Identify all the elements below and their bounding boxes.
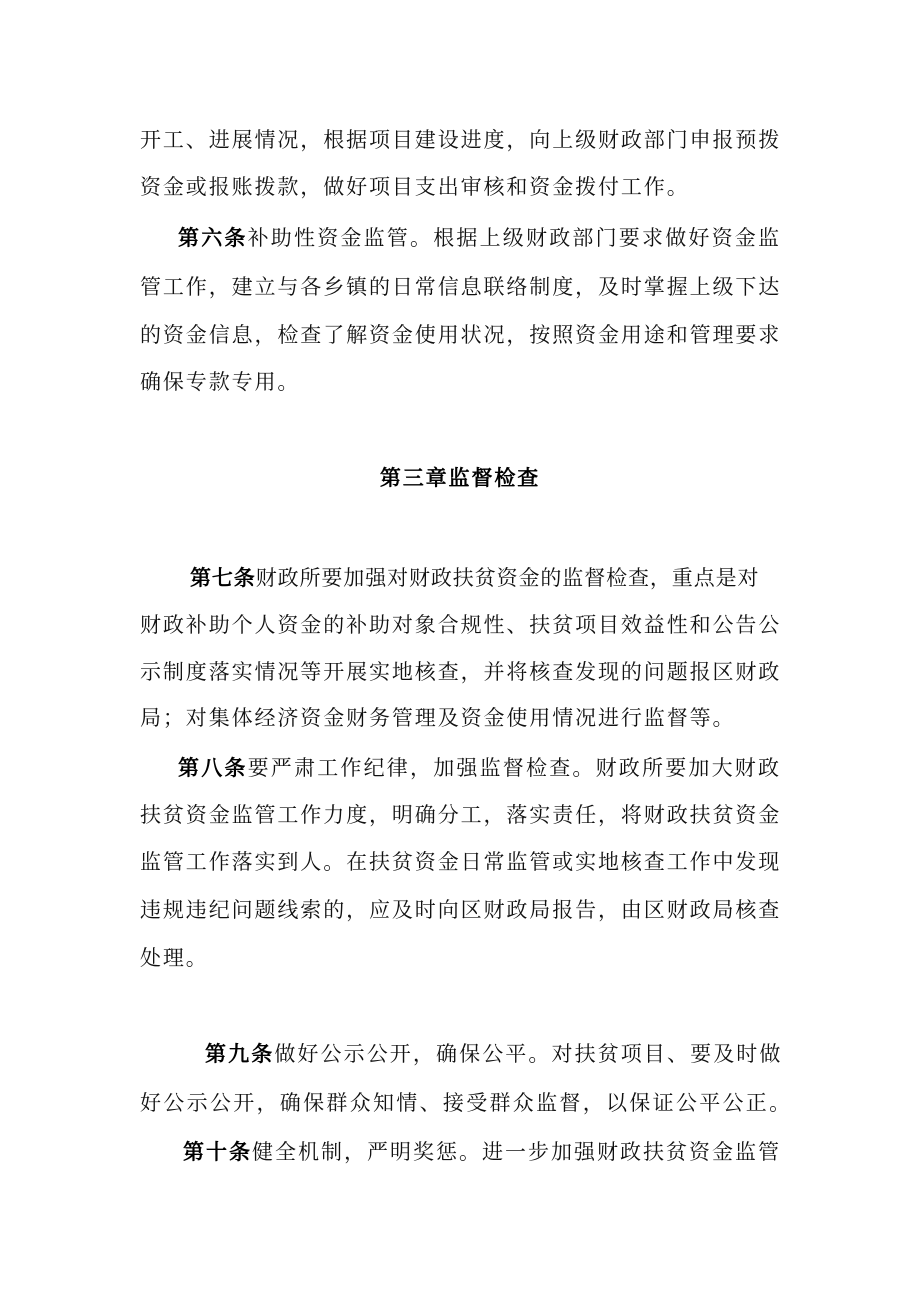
article-9-text: 做好公示公开，确保公平。对扶贫项目、要及时做 bbox=[274, 1042, 783, 1066]
paragraph-line: 监管工作落实到人。在扶贫资金日常监管或实地核查工作中发现 bbox=[140, 850, 782, 874]
article-7-first-line bbox=[190, 563, 759, 593]
paragraph-line: 示制度落实情况等开展实地核查，并将核查发现的问题报区财政 bbox=[140, 660, 782, 684]
article-6-first-line bbox=[178, 223, 781, 253]
paragraph-line: 局；对集体经济资金财务管理及资金使用情况进行监督等。 bbox=[140, 706, 736, 730]
paragraph-line: 确保专款专用。 bbox=[140, 370, 301, 394]
article-8-text: 要严肃工作纪律，加强监督检查。财政所要加大财政 bbox=[247, 756, 782, 780]
paragraph-line: 资金或报账拨款，做好项目支出审核和资金拨付工作。 bbox=[140, 175, 690, 199]
paragraph-line: 管工作，建立与各乡镇的日常信息联络制度，及时掌握上级下达 bbox=[140, 275, 782, 299]
chapter-heading: 第三章监督检查 bbox=[379, 466, 541, 490]
article-10-first-line bbox=[183, 1137, 781, 1167]
article-10-label: 第十条 bbox=[183, 1140, 252, 1164]
article-6-label: 第六条 bbox=[178, 226, 248, 250]
paragraph-line: 违规违纪问题线索的，应及时向区财政局报告，由区财政局核查 bbox=[140, 898, 782, 922]
article-9-label: 第九条 bbox=[205, 1042, 275, 1066]
article-9-first-line bbox=[205, 1039, 783, 1069]
article-7-text: 财政所要加强对财政扶贫资金的监督检查，重点是对 bbox=[255, 566, 760, 590]
paragraph-line: 开工、进展情况，根据项目建设进度，向上级财政部门申报预拨 bbox=[140, 128, 782, 152]
article-10-text: 健全机制，严明奖惩。进一步加强财政扶贫资金监管 bbox=[252, 1140, 781, 1164]
article-7-label: 第七条 bbox=[190, 566, 256, 590]
paragraph-line: 扶贫资金监管工作力度，明确分工，落实责任，将财政扶贫资金 bbox=[140, 803, 782, 827]
paragraph-line: 的资金信息，检查了解资金使用状况，按照资金用途和管理要求 bbox=[140, 323, 782, 347]
paragraph-line: 好公示公开，确保群众知情、接受群众监督，以保证公平公正。 bbox=[140, 1091, 793, 1115]
paragraph-line: 处理。 bbox=[140, 946, 209, 970]
article-8-first-line bbox=[178, 753, 781, 783]
article-6-text: 补助性资金监管。根据上级财政部门要求做好资金监 bbox=[247, 226, 782, 250]
article-8-label: 第八条 bbox=[178, 756, 248, 780]
paragraph-line: 财政补助个人资金的补助对象合规性、扶贫项目效益性和公告公 bbox=[140, 613, 782, 637]
